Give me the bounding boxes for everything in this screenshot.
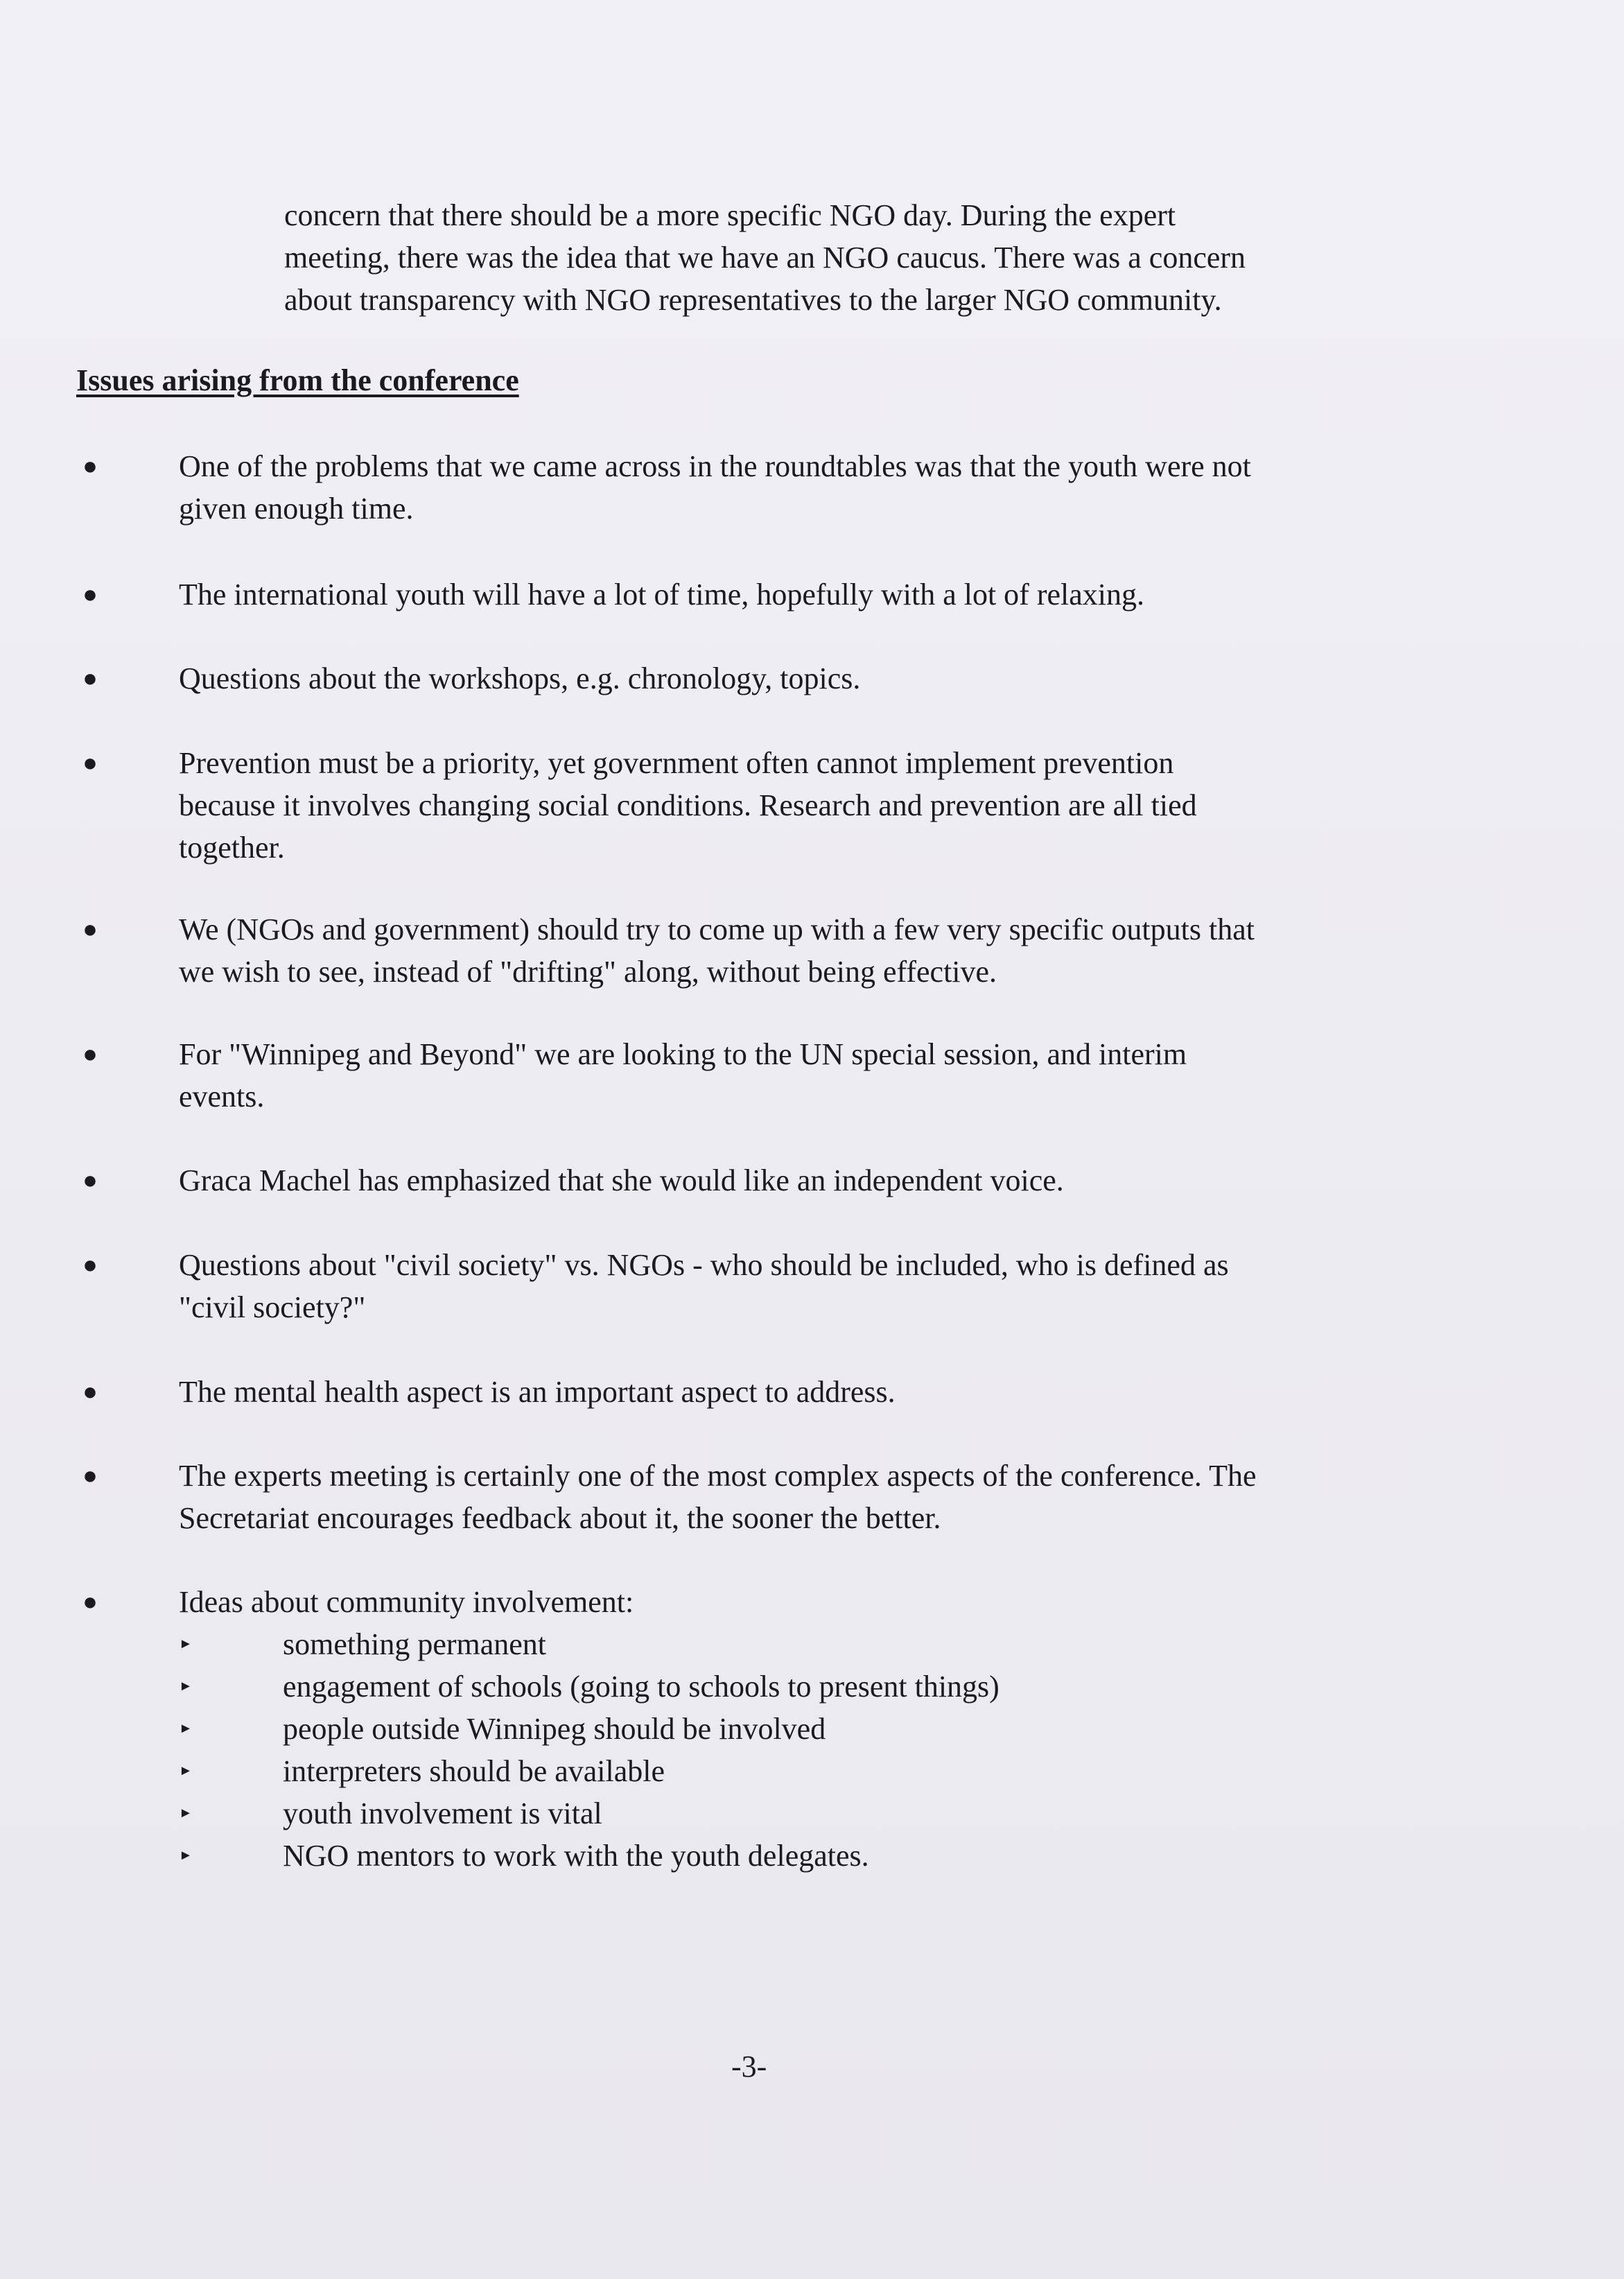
bullet-icon: ● bbox=[82, 749, 98, 777]
intro-line: concern that there should be a more specific NGO day. During the expert bbox=[284, 198, 1176, 232]
bullet-icon: ● bbox=[82, 915, 98, 943]
bullet-icon: ● bbox=[82, 1462, 98, 1489]
bullet-line: because it involves changing social conditions. Research and prevention are all tied bbox=[179, 788, 1197, 822]
bullet-icon: ● bbox=[82, 1378, 98, 1405]
bullet-icon: ● bbox=[82, 664, 98, 692]
arrow-right-icon: ► bbox=[179, 1763, 193, 1778]
bullet-line: "civil society?" bbox=[179, 1290, 366, 1324]
bullet-line: The experts meeting is certainly one of the most complex aspects of the conference. The bbox=[179, 1459, 1257, 1493]
sub-item-text: youth involvement is vital bbox=[283, 1796, 602, 1830]
bullet-text bbox=[179, 1033, 1496, 1118]
arrow-right-icon: ► bbox=[179, 1721, 193, 1736]
bullet-line: given enough time. bbox=[179, 492, 414, 526]
bullet-icon: ● bbox=[82, 580, 98, 608]
bullet-line: Graca Machel has emphasized that she would like an independent voice. bbox=[179, 1163, 1064, 1197]
arrow-right-icon: ► bbox=[179, 1679, 193, 1694]
bullet-line: together. bbox=[179, 831, 285, 865]
bullet-text bbox=[179, 1159, 1496, 1202]
bullet-text bbox=[179, 1371, 1496, 1413]
section-heading: Issues arising from the conference bbox=[76, 363, 519, 397]
sub-item-text: something permanent bbox=[283, 1627, 547, 1661]
bullet-text bbox=[179, 1455, 1496, 1539]
arrow-right-icon: ► bbox=[179, 1848, 193, 1863]
bullet-text bbox=[179, 908, 1496, 993]
bullet-text bbox=[179, 573, 1496, 616]
bullet-line: One of the problems that we came across in the roundtables was that the youth were not bbox=[179, 449, 1251, 483]
bullet-line: Ideas about community involvement: bbox=[179, 1585, 634, 1619]
bullet-icon: ● bbox=[82, 452, 98, 480]
sub-item-text: interpreters should be available bbox=[283, 1754, 665, 1788]
bullet-icon: ● bbox=[82, 1251, 98, 1279]
bullet-line: Secretariat encourages feedback about it, the sooner the better. bbox=[179, 1501, 941, 1535]
bullet-line: We (NGOs and government) should try to come up with a few very specific outputs that bbox=[179, 912, 1255, 946]
bullet-text bbox=[179, 1581, 1496, 1623]
bullet-line: The international youth will have a lot of time, hopefully with a lot of relaxing. bbox=[179, 578, 1144, 612]
bullet-line: we wish to see, instead of "drifting" along, without being effective. bbox=[179, 955, 997, 989]
bullet-icon: ● bbox=[82, 1588, 98, 1615]
bullet-line: Prevention must be a priority, yet government often cannot implement prevention bbox=[179, 746, 1174, 780]
arrow-right-icon: ► bbox=[179, 1636, 193, 1652]
sub-item-text: people outside Winnipeg should be involved bbox=[283, 1712, 826, 1746]
bullet-icon: ● bbox=[82, 1040, 98, 1068]
bullet-line: For "Winnipeg and Beyond" we are looking to the UN special session, and interim bbox=[179, 1037, 1187, 1071]
bullet-text bbox=[179, 657, 1496, 700]
bullet-line: The mental health aspect is an important aspect to address. bbox=[179, 1375, 896, 1409]
sub-item-text: engagement of schools (going to schools to present things) bbox=[283, 1670, 999, 1704]
intro-line: meeting, there was the idea that we have an NGO caucus. There was a concern bbox=[284, 241, 1246, 275]
intro-line: about transparency with NGO representatives to the larger NGO community. bbox=[284, 283, 1222, 317]
sub-item-text: NGO mentors to work with the youth delegates. bbox=[283, 1839, 869, 1873]
bullet-text bbox=[179, 1244, 1496, 1328]
bullet-icon: ● bbox=[82, 1166, 98, 1194]
bullet-line: Questions about "civil society" vs. NGOs - who should be included, who is defined as bbox=[179, 1248, 1229, 1282]
page-number: -3- bbox=[731, 2050, 767, 2083]
bullet-line: Questions about the workshops, e.g. chronology, topics. bbox=[179, 661, 861, 695]
bullet-text bbox=[179, 445, 1496, 530]
bullet-line: events. bbox=[179, 1080, 265, 1113]
bullet-text bbox=[179, 742, 1496, 869]
arrow-right-icon: ► bbox=[179, 1805, 193, 1821]
intro-paragraph bbox=[284, 194, 1421, 321]
